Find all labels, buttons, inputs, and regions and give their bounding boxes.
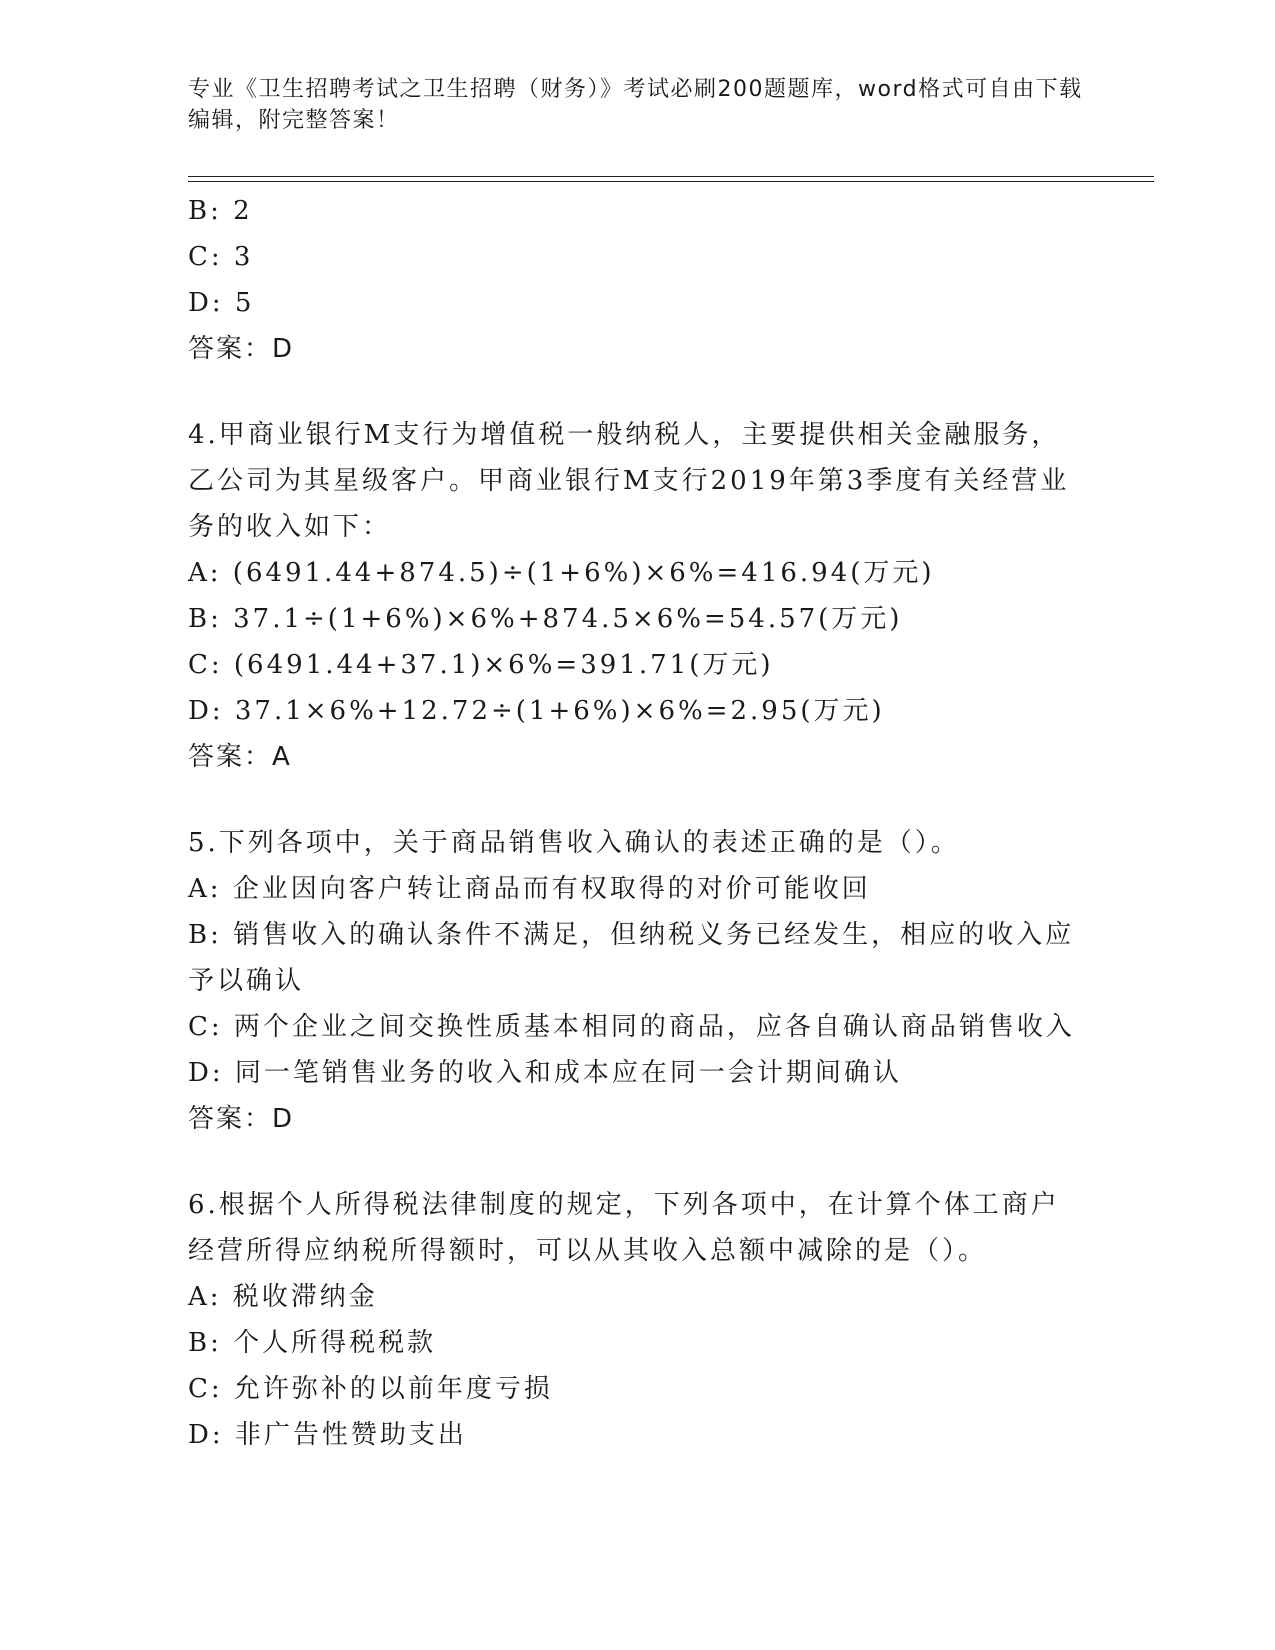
option-b: B: 2 bbox=[188, 196, 253, 226]
question-5 bbox=[188, 820, 1088, 1142]
header-rule-top bbox=[188, 176, 1154, 177]
question-stem: 5.下列各项中，关于商品销售收入确认的表述正确的是（）。 bbox=[188, 828, 960, 858]
question-3-tail bbox=[188, 188, 1088, 372]
option-d: D: 非广告性赞助支出 bbox=[188, 1420, 467, 1450]
answer-text: 答案：A bbox=[188, 742, 292, 772]
answer-text: 答案：D bbox=[188, 1104, 295, 1134]
header-rule-bottom bbox=[188, 181, 1154, 182]
option-a: A: (6491.44+874.5)÷(1+6%)×6%=416.94(万元) bbox=[188, 558, 935, 588]
option-c: C: 两个企业之间交换性质基本相同的商品，应各自确认商品销售收入 bbox=[188, 1012, 1075, 1042]
option-d: D: 37.1×6%+12.72÷(1+6%)×6%=2.95(万元) bbox=[188, 696, 885, 726]
option-d: D: 同一笔销售业务的收入和成本应在同一会计期间确认 bbox=[188, 1058, 902, 1088]
question-6 bbox=[188, 1182, 1088, 1458]
spacer bbox=[188, 780, 1088, 820]
spacer bbox=[188, 1142, 1088, 1182]
question-stem: 4.甲商业银行M支行为增值税一般纳税人，主要提供相关金融服务，乙公司为其星级客户。甲商业银行M支行2019年第3季度有关经营业务的收入如下： bbox=[188, 420, 1070, 542]
option-b: B: 个人所得税税款 bbox=[188, 1328, 437, 1358]
option-c: C: (6491.44+37.1)×6%=391.71(万元) bbox=[188, 650, 774, 680]
option-a: A: 税收滞纳金 bbox=[188, 1282, 378, 1312]
spacer bbox=[188, 372, 1088, 412]
answer-text: 答案：D bbox=[188, 334, 295, 364]
option-c: C: 允许弥补的以前年度亏损 bbox=[188, 1374, 553, 1404]
option-b: B: 37.1÷(1+6%)×6%+874.5×6%=54.57(万元) bbox=[188, 604, 903, 634]
page-header-title: 专业《卫生招聘考试之卫生招聘（财务）》考试必刷200题题库，word格式可自由下载编辑，附完整答案！ bbox=[188, 77, 1083, 133]
question-4 bbox=[188, 412, 1088, 780]
question-content bbox=[188, 188, 1088, 1458]
option-c: C: 3 bbox=[188, 242, 254, 272]
option-a: A: 企业因向客户转让商品而有权取得的对价可能收回 bbox=[188, 874, 871, 904]
question-stem: 6.根据个人所得税法律制度的规定，下列各项中，在计算个体工商户经营所得应纳税所得额时，可以从其收入总额中减除的是（）。 bbox=[188, 1190, 1060, 1266]
option-d: D: 5 bbox=[188, 288, 255, 318]
option-b: B: 销售收入的确认条件不满足，但纳税义务已经发生，相应的收入应予以确认 bbox=[188, 920, 1075, 996]
